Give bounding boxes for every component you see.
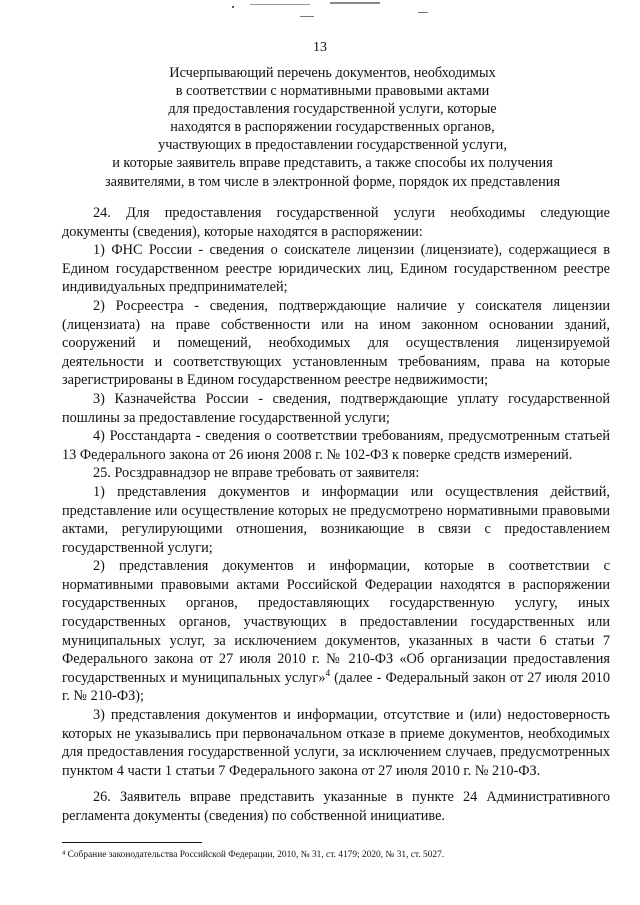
document-body [62, 204, 610, 826]
heading-line: в соответствии с нормативными правовыми актами [175, 83, 490, 100]
paragraph-26: 26. Заявитель вправе представить указанные в пункте 24 Административного регламента документы (сведения) по собственной инициативе. [62, 789, 610, 824]
paragraph-25-item-2-tail: (далее - Федеральный закон от 27 июля 2010 г. № 210-ФЗ); [62, 669, 610, 705]
heading-line: для предоставления государственной услуги, которые [168, 101, 497, 118]
scan-artifact [250, 4, 310, 5]
paragraph-25: 25. Росздравнадзор не вправе требовать от заявителя: [93, 465, 420, 482]
paragraph-25-item-2-text: 2) представления документов и информации, которые в соответствии с нормативными правовыми актами Российской Федерации находятся в распоряжении государственных органов, предоставляющих государственную услугу, иных государственных органов, участвующих в предоставлении государственных или муниципальных услуг, за исключением документов, указанных в части 6 статьи 7 Федерального закона от 27 июля 2010 г. № 210-ФЗ «Об организации предоставления государственных и муниципальных услуг» [62, 558, 610, 686]
heading-line: находятся в распоряжении государственных органов, [170, 119, 495, 136]
scan-artifact [330, 2, 380, 4]
heading-line: заявителями, в том числе в электронной форме, порядок их представления [104, 173, 561, 190]
paragraph-25-item-2 [62, 557, 610, 706]
footnote-reference: 4 [325, 668, 331, 679]
paragraph-24-item-2: 2) Росреестра - сведения, подтверждающие наличие у соискателя лицензии (лицензиата) на праве собственности или на ином законном основании зданий, сооружений и помещений, необходимых для осуществления лицензируемой деятельности и соответствующих установленным требованиям, права на которые зарегистрированы в Едином государственном реестре недвижимости; [62, 297, 610, 389]
paragraph-24-item-3: 3) Казначейства России - сведения, подтверждающие уплату государственной пошлины за предоставление государственной услуги; [62, 390, 610, 426]
paragraph-25-item-1: 1) представления документов и информации или осуществления действий, представление или осуществление которых не предусмотрено нормативными правовыми актами, регулирующими отношения, возникающие в связи с предоставлением государственной услуги; [62, 483, 610, 556]
scan-artifact [232, 6, 234, 8]
paragraph-24-item-4: 4) Росстандарта - сведения о соответствии требованиям, предусмотренным статьей 13 Федерального закона от 26 июня 2008 г. № 102-ФЗ к поверке средств измерений. [62, 428, 610, 463]
heading-line: участвующих в предоставлении государственной услуги, [158, 137, 507, 154]
paragraph-25-item-3: 3) представления документов и информации, отсутствие и (или) недостоверность которых не указывались при первоначальном отказе в приеме документов, необходимых для предоставления государственной услуги, за исключением случаев, предусмотренных пунктом 4 части 1 статьи 7 Федерального закона от 27 июля 2010 г. № 210-ФЗ. [62, 707, 610, 779]
paragraph-24: 24. Для предоставления государственной услуги необходимы следующие документы (сведения), которые находятся в распоряжении: [62, 205, 610, 240]
paragraph-24-item-1: 1) ФНС России - сведения о соискателе лицензии (лицензиате), содержащиеся в Едином государственном реестре юридических лиц, Едином государственном реестре индивидуальных предпринимателей; [62, 242, 610, 296]
heading-line: и которые заявитель вправе представить, а также способы их получения [112, 155, 553, 172]
footnote: ⁴ Собрание законодательства Российской Федерации, 2010, № 31, ст. 4179; 2020, № 31, ст. 5027. [62, 850, 445, 860]
section-heading [60, 64, 605, 191]
footnote-divider [62, 842, 202, 843]
scan-artifact [300, 16, 314, 17]
scan-artifact [418, 12, 428, 13]
page-number: 13 [313, 40, 327, 55]
heading-line: Исчерпывающий перечень документов, необходимых [169, 65, 496, 81]
